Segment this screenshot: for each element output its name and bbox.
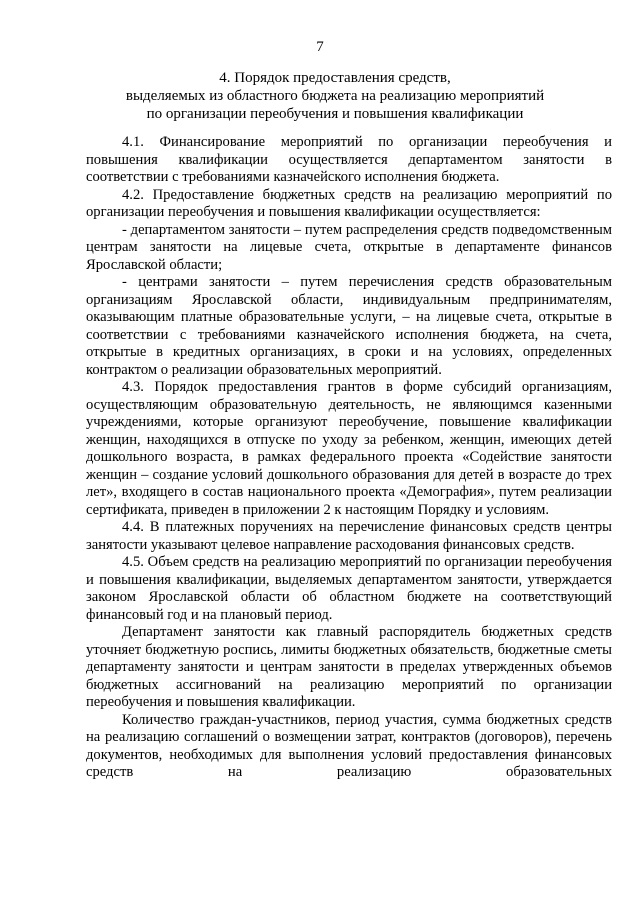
paragraph-4-1: 4.1. Финансирование мероприятий по организации переобучения и повышения квалификации осуществляется департаментом занятости в соответствии с требованиями казначейского исполнения бюджета.: [86, 134, 612, 185]
heading-line-2: выделяемых из областного бюджета на реализацию мероприятий: [125, 88, 545, 104]
paragraph-budget-roles: Департамент занятости как главный распорядитель бюджетных средств уточняет бюджетную роспись, лимиты бюджетных обязательств, бюджетные сметы департаменту занятости и центрам занятости в пределах утвержденных объемов бюджетных ассигнований на реализацию мероприятий по организации переобучения и повышения квалификации.: [86, 624, 612, 710]
heading-line-1: 4. Порядок предоставления средств,: [219, 70, 451, 86]
paragraph-4-2: 4.2. Предоставление бюджетных средств на реализацию мероприятий по организации переобучения и повышения квалификации осуществляется:: [86, 186, 612, 220]
paragraph-4-4: 4.4. В платежных поручениях на перечисление финансовых средств центры занятости указывают целевое направление расходования финансовых средств.: [86, 519, 612, 553]
document-body: [86, 134, 612, 782]
paragraph-4-3: 4.3. Порядок предоставления грантов в форме субсидий организациям, осуществляющим образовательную деятельность, не являющимся казенными учреждениями, которые организуют переобучение, повышение квалификации женщин, находящихся в отпуске по уходу за ребенком, женщин, имеющих детей дошкольного возраста, в рамках федерального проекта «Содействие занятости женщин – создание условий дошкольного образования для детей в возрасте до трех лет», входящего в состав национального проекта «Демография», путем реализации сертификата, приведен в приложении 2 к настоящим Порядку и условиям.: [86, 379, 612, 518]
page-number: 7: [316, 39, 324, 55]
list-item-centers: - центрами занятости – путем перечисления средств образовательным организациям Ярославской области, индивидуальным предпринимателям, оказывающим платные образовательные услуги, – на лицевые счета, открытые в соответствии с требованиями казначейского исполнения бюджета, на счета, открытые в кредитных организациях, в сроки и на условиях, определенных контрактом о реализации образовательных мероприятий.: [86, 274, 612, 378]
list-item-department: - департаментом занятости – путем распределения средств подведомственным центрам занятости на лицевые счета, открытые в департаменте финансов Ярославской области;: [86, 221, 612, 273]
heading-line-3: по организации переобучения и повышения квалификации: [146, 106, 524, 122]
section-heading: [100, 69, 570, 123]
paragraph-participants: Количество граждан-участников, период участия, сумма бюджетных средств на реализацию соглашений о возмещении затрат, контрактов (договоров), перечень документов, необходимых для выполнения условий предоставления финансовых средств на реализацию образовательных: [86, 711, 612, 780]
paragraph-4-5: 4.5. Объем средств на реализацию мероприятий по организации переобучения и повышения квалификации, выделяемых департаментом занятости, утверждается законом Ярославской области об областном бюджете на соответствующий финансовый год и на плановый период.: [86, 554, 612, 623]
